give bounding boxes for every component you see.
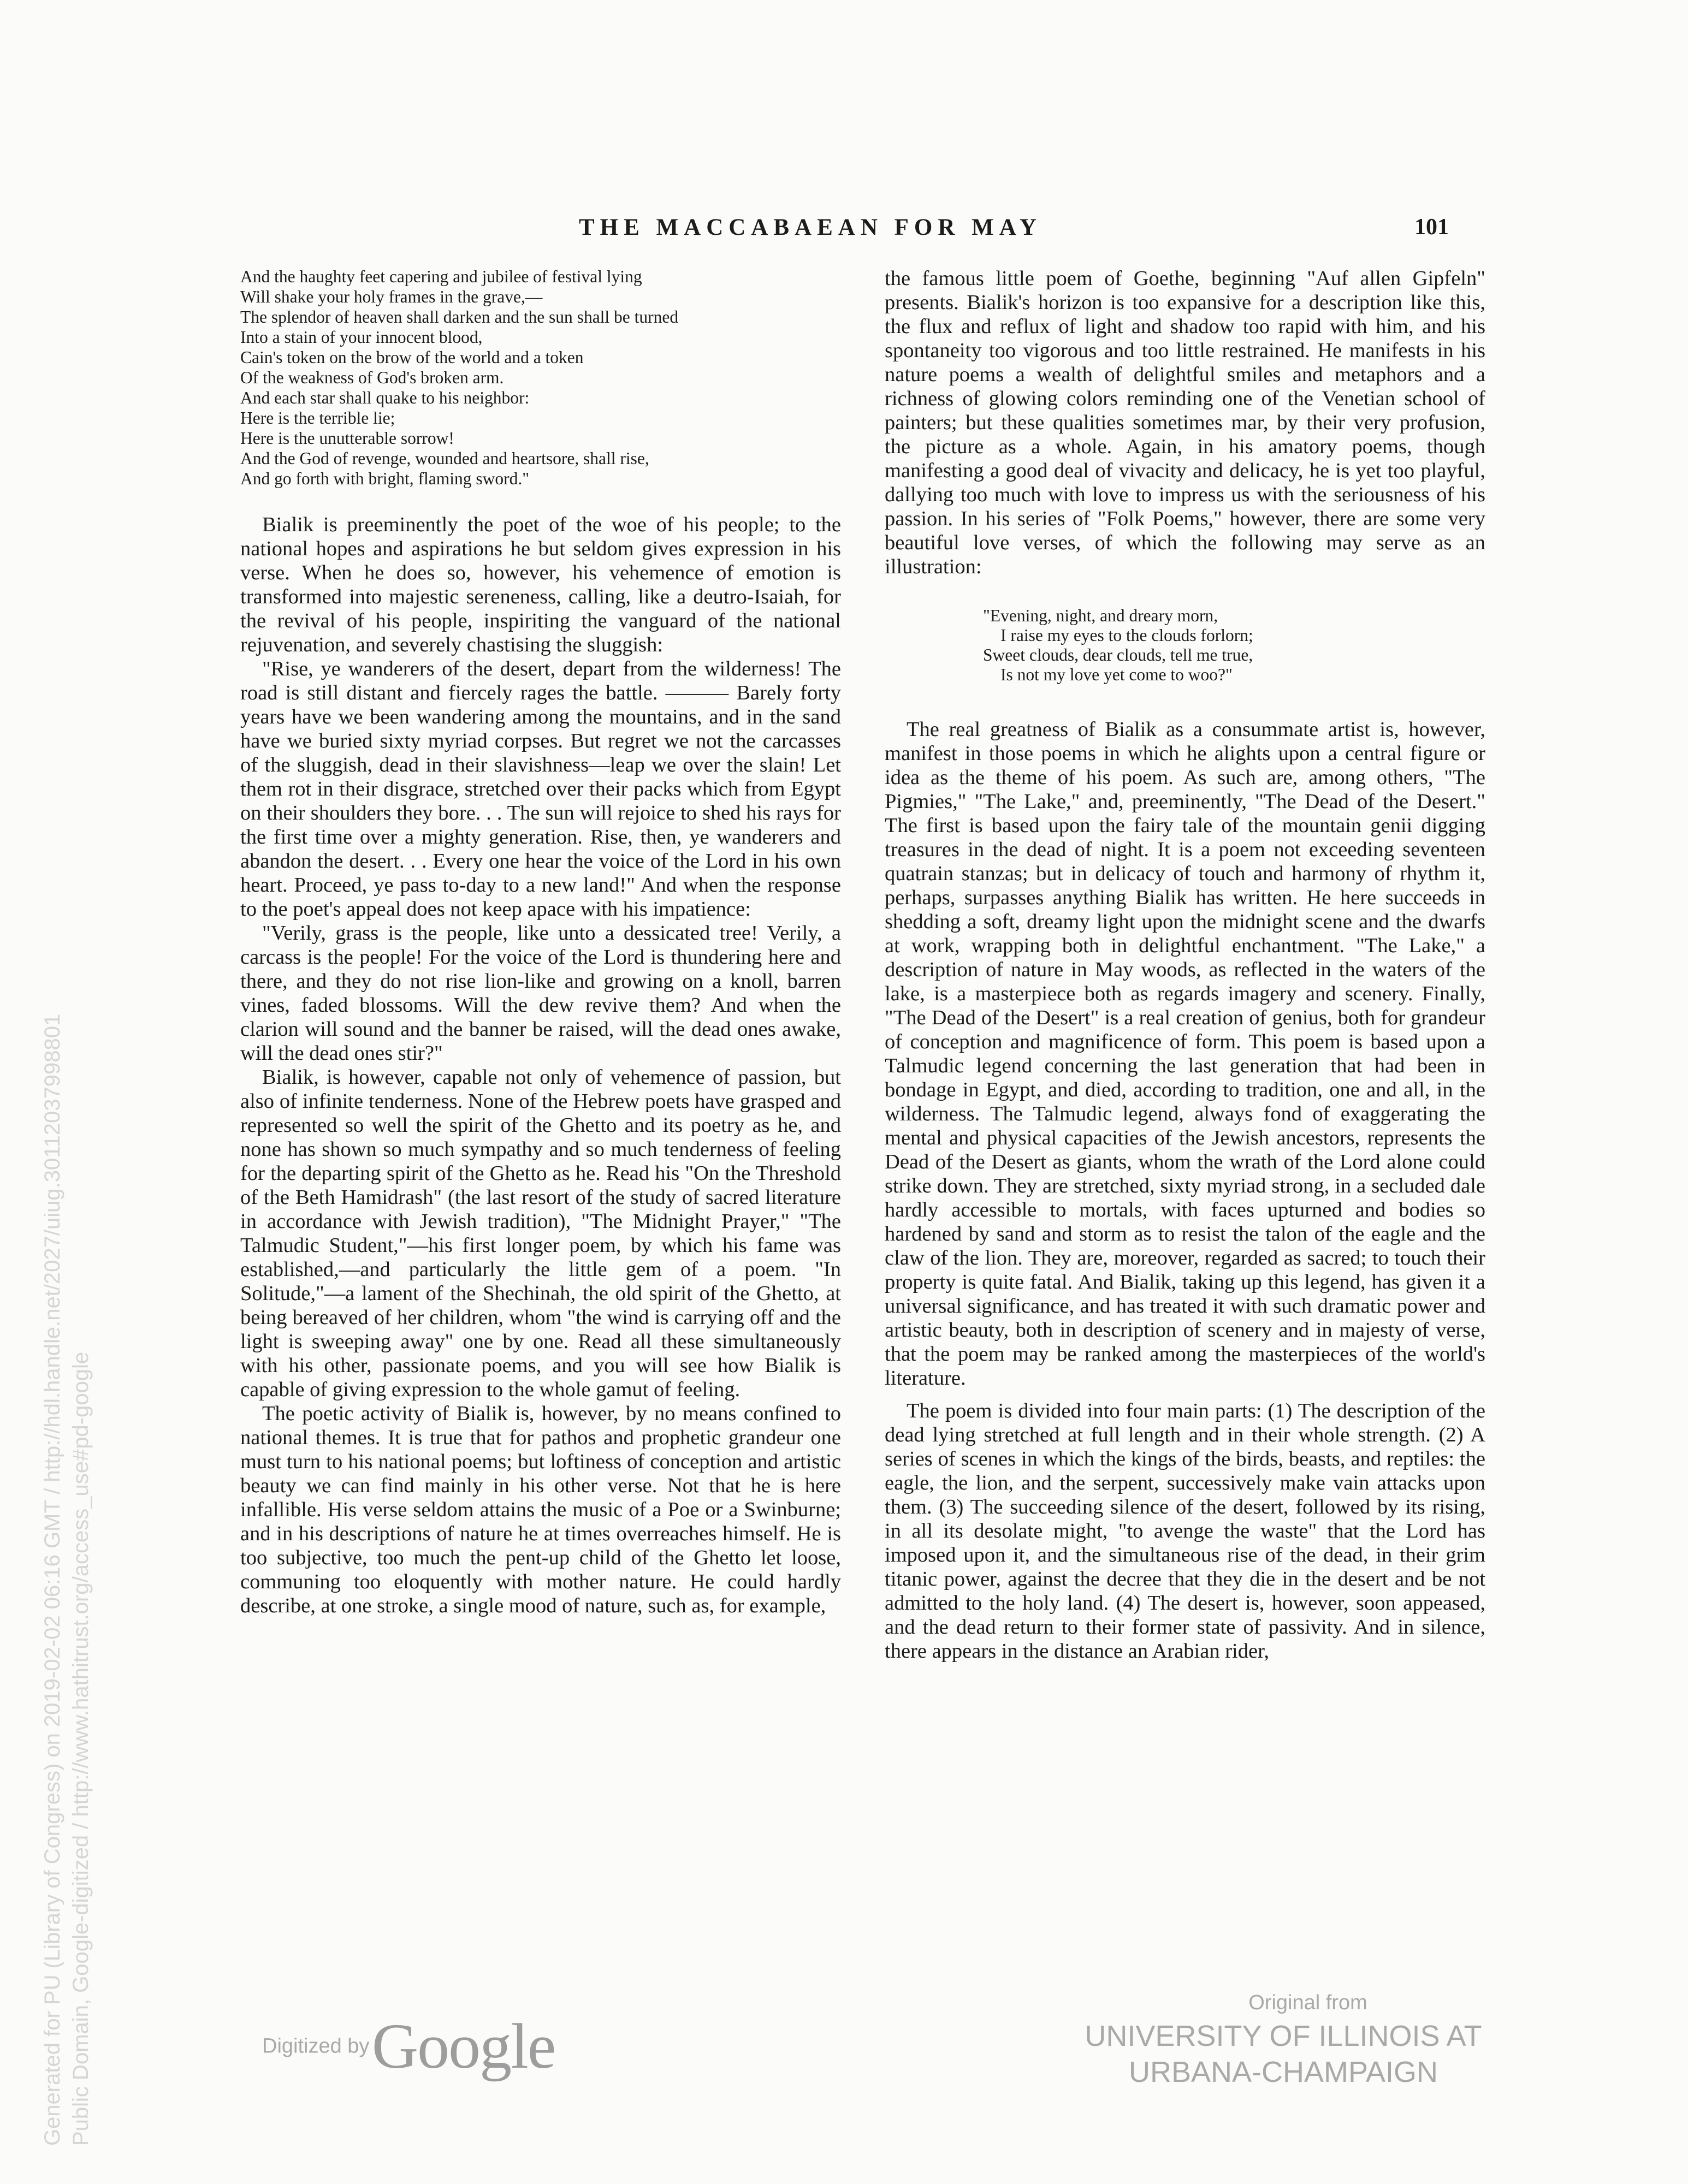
body-paragraph: the famous little poem of Goethe, beginning "Auf allen Gipfeln" presents. Bialik's horizon is too expansive for a description like this, the flux and reflux of light and shadow too rapid with him, and his spontaneity too vigorous and too little restrained. He manifests in his nature poems a wealth of delightful smiles and metaphors and a richness of glowing colors reminding one of the Venetian school of painters; but these qualities sometimes mar, by their very profusion, the picture as a whole. Again, in his amatory poems, though manifesting a good deal of vivacity and delicacy, he is yet too playful, dallying too much with love to impress us with the seriousness of his passion. In his series of "Folk Poems," however, there are some very beautiful love verses, of which the following may serve as an illustration: xyxy=(885,267,1485,578)
body-paragraph: "Rise, ye wanderers of the desert, depart from the wilderness! The road is still distant and fiercely rages the battle. ——— Barely forty years have we been wandering among the mountains, and in the sand have we buried sixty myriad corpses. But regret we not the carcasses of the sluggish, dead in their slavishness—leap we over the slain! Let them rot in their disgrace, stretched over their packs which from Egypt on their shoulders they bore. . . The sun will rejoice to shed his rays for the first time over a mighty generation. Rise, then, ye wanderers and abandon the desert. . . Every one hear the voice of the Lord in his own heart. Proceed, ye pass to-day to a new land!" And when the response to the poet's appeal does not keep apace with his impatience: xyxy=(240,657,841,921)
poem-line: I raise my eyes to the clouds forlorn; xyxy=(1000,626,1253,645)
original-from-mark xyxy=(1065,1987,1502,2090)
side-watermark xyxy=(38,1014,95,2146)
original-from-label: Original from xyxy=(1248,1991,1367,2014)
verse-line: And the haughty feet capering and jubilee of festival lying xyxy=(240,267,642,286)
body-paragraph: "Verily, grass is the people, like unto a dessicated tree! Verily, a carcass is the people! For the voice of the Lord is thundering here and there, and they do not rise lion-like and growing on a knoll, barren vines, faded blossoms. Will the dew revive them? And when the clarion will sound and the banner be raised, will the dead ones awake, will the dead ones stir?" xyxy=(240,922,841,1065)
body-paragraph: The real greatness of Bialik as a consummate artist is, however, manifest in those poems in which he alights upon a central figure or idea as the theme of his poem. As such are, among others, "The Pigmies," "The Lake," and, preeminently, "The Dead of the Desert." The first is based upon the fairy tale of the mountain genii digging treasures in the dead of night. It is a poem not exceeding seventeen quatrain stanzas; but in delicacy of touch and harmony of rhythm it, perhaps, surpasses anything Bialik has written. He here succeeds in shedding a soft, dreamy light upon the midnight scene and the dwarfs at work, wrapping both in delightful enchantment. "The Lake," a description of nature in May woods, as reflected in the waters of the lake, is a masterpiece both as regards imagery and scenery. Finally, "The Dead of the Desert" is a real creation of genius, both for grandeur of conception and magnificence of form. This poem is based upon a Talmudic legend concerning the last generation that had been in bondage in Egypt, and died, according to tradition, one and all, in the wilderness. The Talmudic legend, always fond of exaggerating the mental and physical capacities of the Jewish ancestors, represents the Dead of the Desert as giants, whom the wrath of the Lord alone could strike down. They are stretched, sixty myriad strong, in a secluded dale hardly accessible to mortals, with faces upturned and bodies so hardened by sand and storm as to resist the talon of the eagle and the claw of the lion. They are, moreover, regarded as sacred; to touch their property is quite fatal. And Bialik, taking up this legend, has given it a universal significance, and has treated it with such dramatic power and artistic beauty, both in description of scenery and in majesty of verse, that the poem may be ranked among the masterpieces of the world's literature. xyxy=(885,718,1485,1390)
verse-quotation xyxy=(240,266,841,489)
watermark-line: Public Domain, Google-digitized / http://www.hathitrust.org/access_use#pd-google xyxy=(69,1351,93,2146)
verse-line: Cain's token on the brow of the world and a token xyxy=(240,348,584,367)
body-paragraph: The poem is divided into four main parts: (1) The description of the dead lying stretched at full length and in their whole strength. (2) A series of scenes in which the kings of the birds, beasts, and reptiles: the eagle, the lion, and the serpent, successively make vain attacks upon them. (3) The succeeding silence of the desert, followed by its rising, in all its desolate might, "to avenge the waste" that the Lord has imposed upon it, and the simultaneous rise of the dead, in their grim titanic power, against the decree that they die in the desert and be not admitted to the holy land. (4) The desert is, however, soon appeased, and the dead return to their former state of passivity. And in silence, there appears in the distance an Arabian rider, xyxy=(885,1399,1485,1663)
body-paragraph: The poetic activity of Bialik is, however, by no means confined to national themes. It is true that for pathos and prophetic grandeur one must turn to his national poems; but loftiness of conception and artistic beauty we can find mainly in his other verse. Not that he is here infallible. His verse seldom attains the music of a Poe or a Swinburne; and in his descriptions of nature he at times overreaches himself. He is too subjective, too much the pent-up child of the Ghetto let loose, communing too eloquently with mother nature. He could hardly describe, at one stroke, a single mood of nature, such as, for example, xyxy=(240,1402,841,1617)
right-column xyxy=(885,266,1485,1663)
poem-line: Is not my love yet come to woo?" xyxy=(1000,665,1233,684)
institution-name: UNIVERSITY OF ILLINOIS AT xyxy=(1085,2020,1482,2052)
page-number: 101 xyxy=(1414,215,1449,240)
institution-name: URBANA-CHAMPAIGN xyxy=(1128,2056,1438,2088)
verse-line: The splendor of heaven shall darken and the sun shall be turned xyxy=(240,307,679,327)
body-paragraph: Bialik, is however, capable not only of vehemence of passion, but also of infinite tenderness. None of the Hebrew poets have grasped and represented so well the spirit of the Ghetto and its poetry as he, and none has shown so much sympathy and so much tenderness of feeling for the departing spirit of the Ghetto as he. Read his "On the Threshold of the Beth Hamidrash" (the last resort of the study of sacred literature in accordance with Jewish tradition), "The Midnight Prayer," "The Talmudic Student,"—his first longer poem, by which his fame was established,—and particularly the little gem of a poem. "In Solitude,"—a lament of the Shechinah, the old spirit of the Ghetto, at being bereaved of her children, whom "the wind is carrying off and the light is sweeping away" one by one. Read all these simultaneously with his other, passionate poems, and you will see how Bialik is capable of giving expression to the whole gamut of feeling. xyxy=(240,1066,841,1401)
watermark-line: Generated for PU (Library of Congress) on 2019-02-02 06:16 GMT / http://hdl.handle.net/2027/uiug.30112037998801 xyxy=(40,1013,64,2146)
verse-line: And the God of revenge, wounded and heartsore, shall rise, xyxy=(240,449,649,468)
running-title: THE MACCABAEAN FOR MAY xyxy=(579,215,1042,240)
verse-line: Here is the terrible lie; xyxy=(240,408,395,428)
digitized-by-label: Digitized by xyxy=(262,2034,370,2058)
body-paragraph: Bialik is preeminently the poet of the woe of his people; to the national hopes and aspirations he but seldom gives expression in his verse. When he does so, however, his vehemence of emotion is transformed into majestic sereneness, calling, like a deutro-Isaiah, for the revival of his people, inspiriting the vanguard of the national rejuvenation, and severely chastising the sluggish: xyxy=(240,513,841,656)
folk-poem-quotation xyxy=(983,606,1485,685)
digitized-by-mark xyxy=(262,2009,555,2084)
google-logo: Google xyxy=(371,2010,555,2082)
left-column xyxy=(240,266,841,1618)
verse-line: Into a stain of your innocent blood, xyxy=(240,328,483,347)
verse-line: Here is the unutterable sorrow! xyxy=(240,429,454,448)
poem-line: "Evening, night, and dreary morn, xyxy=(983,606,1218,625)
verse-line: Will shake your holy frames in the grave,— xyxy=(240,287,543,306)
verse-line: Of the weakness of God's broken arm. xyxy=(240,368,504,387)
verse-line: And each star shall quake to his neighbor: xyxy=(240,388,530,407)
poem-line: Sweet clouds, dear clouds, tell me true, xyxy=(983,645,1253,664)
verse-line: And go forth with bright, flaming sword." xyxy=(240,469,530,488)
